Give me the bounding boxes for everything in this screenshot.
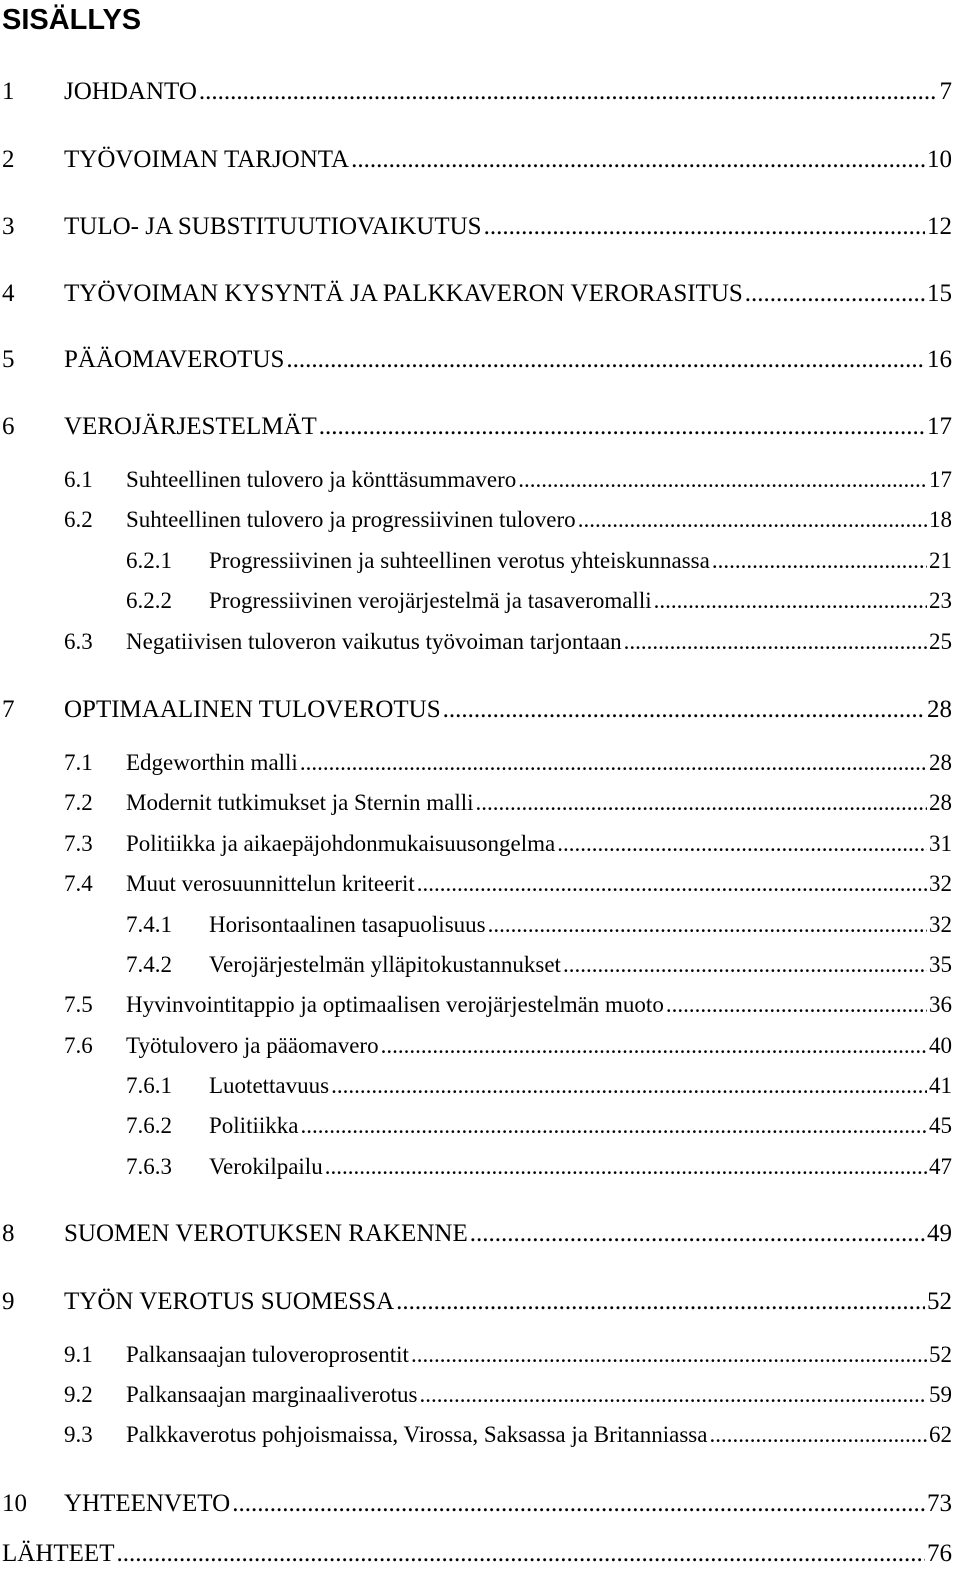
toc-entry[interactable] [2, 213, 952, 243]
toc-entry-number: 3 [2, 213, 15, 240]
toc-entry-number: 7.6 [64, 1033, 93, 1058]
toc-entry-page-number: 47 [929, 1154, 952, 1179]
dot-leader [325, 1154, 927, 1180]
dot-leader [709, 1422, 927, 1448]
toc-entry-number: 9.3 [64, 1422, 93, 1447]
toc-entry[interactable] [2, 1288, 952, 1318]
dot-leader [300, 750, 927, 776]
toc-entry-label: Muut verosuunnittelun kriteerit [126, 871, 415, 896]
toc-entry-number: 9.2 [64, 1382, 93, 1407]
toc-entry-label: Verokilpailu [209, 1154, 323, 1179]
toc-entry-page-number: 73 [927, 1490, 952, 1517]
toc-entry-number: 7.4 [64, 871, 93, 896]
toc-entry-page-number: 21 [929, 548, 952, 573]
toc-entry-label: Horisontaalinen tasapuolisuus [209, 912, 486, 937]
toc-entry-page-number: 32 [929, 912, 952, 937]
toc-entry-label: OPTIMAALINEN TULOVEROTUS [64, 696, 441, 723]
toc-entry[interactable] [64, 507, 952, 537]
dot-leader [745, 280, 925, 308]
toc-entry[interactable] [64, 790, 952, 820]
toc-entry-label: Suhteellinen tulovero ja könttäsummavero [126, 467, 517, 492]
toc-entry-number: 7.1 [64, 750, 93, 775]
toc-entry-page-number: 76 [927, 1540, 952, 1567]
toc-entry-number: 7 [2, 696, 15, 723]
toc-entry-page-number: 31 [929, 831, 952, 856]
toc-entry[interactable] [2, 696, 952, 726]
dot-leader [286, 346, 925, 374]
dot-leader [411, 1342, 927, 1368]
toc-entry-number: 9 [2, 1288, 15, 1315]
toc-entry-label: LÄHTEET [2, 1540, 115, 1567]
toc-entry-label: Politiikka [209, 1113, 299, 1138]
toc-entry[interactable] [64, 1422, 952, 1452]
toc-entry-number: 10 [2, 1490, 27, 1517]
toc-entry-label: Progressiivinen ja suhteellinen verotus yhteiskunnassa [209, 548, 710, 573]
toc-entry-label: Palkansaajan tuloveroprosentit [126, 1342, 409, 1367]
toc-entry-page-number: 18 [929, 507, 952, 532]
toc-entry[interactable] [126, 1113, 952, 1143]
toc-entry[interactable] [2, 1540, 952, 1570]
dot-leader [666, 992, 927, 1018]
toc-entry-label: Modernit tutkimukset ja Sternin malli [126, 790, 474, 815]
toc-entry-label: Työtulovero ja pääomavero [126, 1033, 379, 1058]
dot-leader [470, 1220, 925, 1248]
dot-leader [232, 1490, 925, 1518]
dot-leader [654, 588, 927, 614]
toc-entry-number: 6.1 [64, 467, 93, 492]
toc-entry-page-number: 45 [929, 1113, 952, 1138]
toc-entry[interactable] [126, 1073, 952, 1103]
toc-entry-page-number: 40 [929, 1033, 952, 1058]
toc-entry-page-number: 16 [927, 346, 952, 373]
toc-entry-label: Verojärjestelmän ylläpitokustannukset [209, 952, 561, 977]
dot-leader [116, 1540, 925, 1568]
dot-leader [563, 952, 927, 978]
toc-entry-page-number: 17 [927, 413, 952, 440]
dot-leader [419, 1382, 927, 1408]
toc-entry-page-number: 59 [929, 1382, 952, 1407]
toc-entry-label: Negatiivisen tuloveron vaikutus työvoiman tarjontaan [126, 629, 622, 654]
toc-entry-number: 7.2 [64, 790, 93, 815]
toc-entry-page-number: 32 [929, 871, 952, 896]
toc-entry-label: TYÖVOIMAN KYSYNTÄ JA PALKKAVERON VERORASITUS [64, 280, 743, 307]
toc-entry-page-number: 28 [929, 790, 952, 815]
toc-entry-number: 6.2 [64, 507, 93, 532]
toc-entry-number: 4 [2, 280, 15, 307]
toc-entry-number: 1 [2, 78, 15, 105]
toc-entry-number: 9.1 [64, 1342, 93, 1367]
toc-entry-label: Luotettavuus [209, 1073, 330, 1098]
toc-entry[interactable] [126, 1154, 952, 1184]
toc-entry[interactable] [2, 146, 952, 176]
toc-entry-number: 7.6.1 [126, 1073, 172, 1098]
toc-entry-number: 7.6.2 [126, 1113, 172, 1138]
toc-entry-number: 7.4.2 [126, 952, 172, 977]
dot-leader [712, 548, 927, 574]
toc-entry-label: Suhteellinen tulovero ja progressiivinen tulovero [126, 507, 576, 532]
toc-entry-label: JOHDANTO [64, 78, 197, 105]
toc-entry[interactable] [2, 346, 952, 376]
toc-entry[interactable] [64, 750, 952, 780]
toc-entry-label: Politiikka ja aikaepäjohdonmukaisuusongelma [126, 831, 556, 856]
dot-leader [488, 912, 927, 938]
toc-entry[interactable] [64, 467, 952, 497]
dot-leader [476, 790, 927, 816]
dot-leader [319, 413, 925, 441]
toc-entry[interactable] [64, 992, 952, 1022]
toc-entry-page-number: 28 [927, 696, 952, 723]
toc-entry-page-number: 52 [929, 1342, 952, 1367]
toc-entry[interactable] [2, 1490, 952, 1520]
dot-leader [624, 629, 927, 655]
toc-entry-page-number: 17 [929, 467, 952, 492]
toc-entry[interactable] [2, 413, 952, 443]
toc-entry-page-number: 52 [927, 1288, 952, 1315]
toc-entry-label: TYÖVOIMAN TARJONTA [64, 146, 350, 173]
toc-entry-number: 7.4.1 [126, 912, 172, 937]
toc-entry[interactable] [2, 78, 952, 108]
toc-entry-number: 7.3 [64, 831, 93, 856]
toc-entry[interactable] [64, 1382, 952, 1412]
toc-entry-page-number: 25 [929, 629, 952, 654]
toc-entry-label: Palkkaverotus pohjoismaissa, Virossa, Saksassa ja Britanniassa [126, 1422, 708, 1447]
dot-leader [484, 213, 925, 241]
toc-entry-label: PÄÄOMAVEROTUS [64, 346, 285, 373]
toc-entry-page-number: 36 [929, 992, 952, 1017]
dot-leader [351, 146, 925, 174]
dot-leader [518, 467, 927, 493]
toc-entry-number: 2 [2, 146, 15, 173]
toc-entry[interactable] [126, 912, 952, 942]
dot-leader [443, 696, 925, 724]
toc-entry[interactable] [64, 1033, 952, 1063]
dot-leader [396, 1288, 925, 1316]
toc-entry[interactable] [64, 831, 952, 861]
dot-leader [578, 507, 927, 533]
toc-entry-label: TULO- JA SUBSTITUUTIOVAIKUTUS [64, 213, 482, 240]
toc-entry[interactable] [64, 1342, 952, 1372]
dot-leader [417, 871, 927, 897]
toc-entry-number: 7.5 [64, 992, 93, 1017]
toc-entry-number: 8 [2, 1220, 15, 1247]
toc-entry-label: YHTEENVETO [64, 1490, 231, 1517]
toc-entry-page-number: 15 [927, 280, 952, 307]
toc-entry-number: 6.3 [64, 629, 93, 654]
toc-entry[interactable] [2, 280, 952, 310]
toc-entry-page-number: 12 [927, 213, 952, 240]
toc-entry-page-number: 7 [939, 78, 952, 105]
toc-entry-label: SUOMEN VEROTUKSEN RAKENNE [64, 1220, 468, 1247]
toc-entry-page-number: 10 [927, 146, 952, 173]
toc-entry-label: Hyvinvointitappio ja optimaalisen verojärjestelmän muoto [126, 992, 664, 1017]
toc-entry[interactable] [126, 952, 952, 982]
toc-entry-label: Progressiivinen verojärjestelmä ja tasaveromalli [209, 588, 652, 613]
toc-entry-number: 7.6.3 [126, 1154, 172, 1179]
toc-entry-page-number: 28 [929, 750, 952, 775]
toc-entry-page-number: 35 [929, 952, 952, 977]
toc-entry[interactable] [64, 629, 952, 659]
toc-entry-number: 6.2.1 [126, 548, 172, 573]
dot-leader [300, 1113, 927, 1139]
dot-leader [557, 831, 927, 857]
toc-title: SISÄLLYS [2, 4, 142, 36]
toc-entry[interactable] [64, 871, 952, 901]
toc-entry[interactable] [2, 1220, 952, 1250]
toc-entry-number: 5 [2, 346, 15, 373]
toc-entry-page-number: 62 [929, 1422, 952, 1447]
toc-entry[interactable] [126, 588, 952, 618]
toc-entry-label: VEROJÄRJESTELMÄT [64, 413, 317, 440]
toc-entry-label: Edgeworthin malli [126, 750, 298, 775]
toc-entry-page-number: 41 [929, 1073, 952, 1098]
dot-leader [331, 1073, 927, 1099]
toc-entry-page-number: 23 [929, 588, 952, 613]
toc-entry-number: 6.2.2 [126, 588, 172, 613]
toc-entry-label: Palkansaajan marginaaliverotus [126, 1382, 418, 1407]
toc-entry-number: 6 [2, 413, 15, 440]
dot-leader [199, 78, 938, 106]
toc-entry[interactable] [126, 548, 952, 578]
toc-entry-label: TYÖN VEROTUS SUOMESSA [64, 1288, 395, 1315]
toc-entry-page-number: 49 [927, 1220, 952, 1247]
dot-leader [381, 1033, 927, 1059]
